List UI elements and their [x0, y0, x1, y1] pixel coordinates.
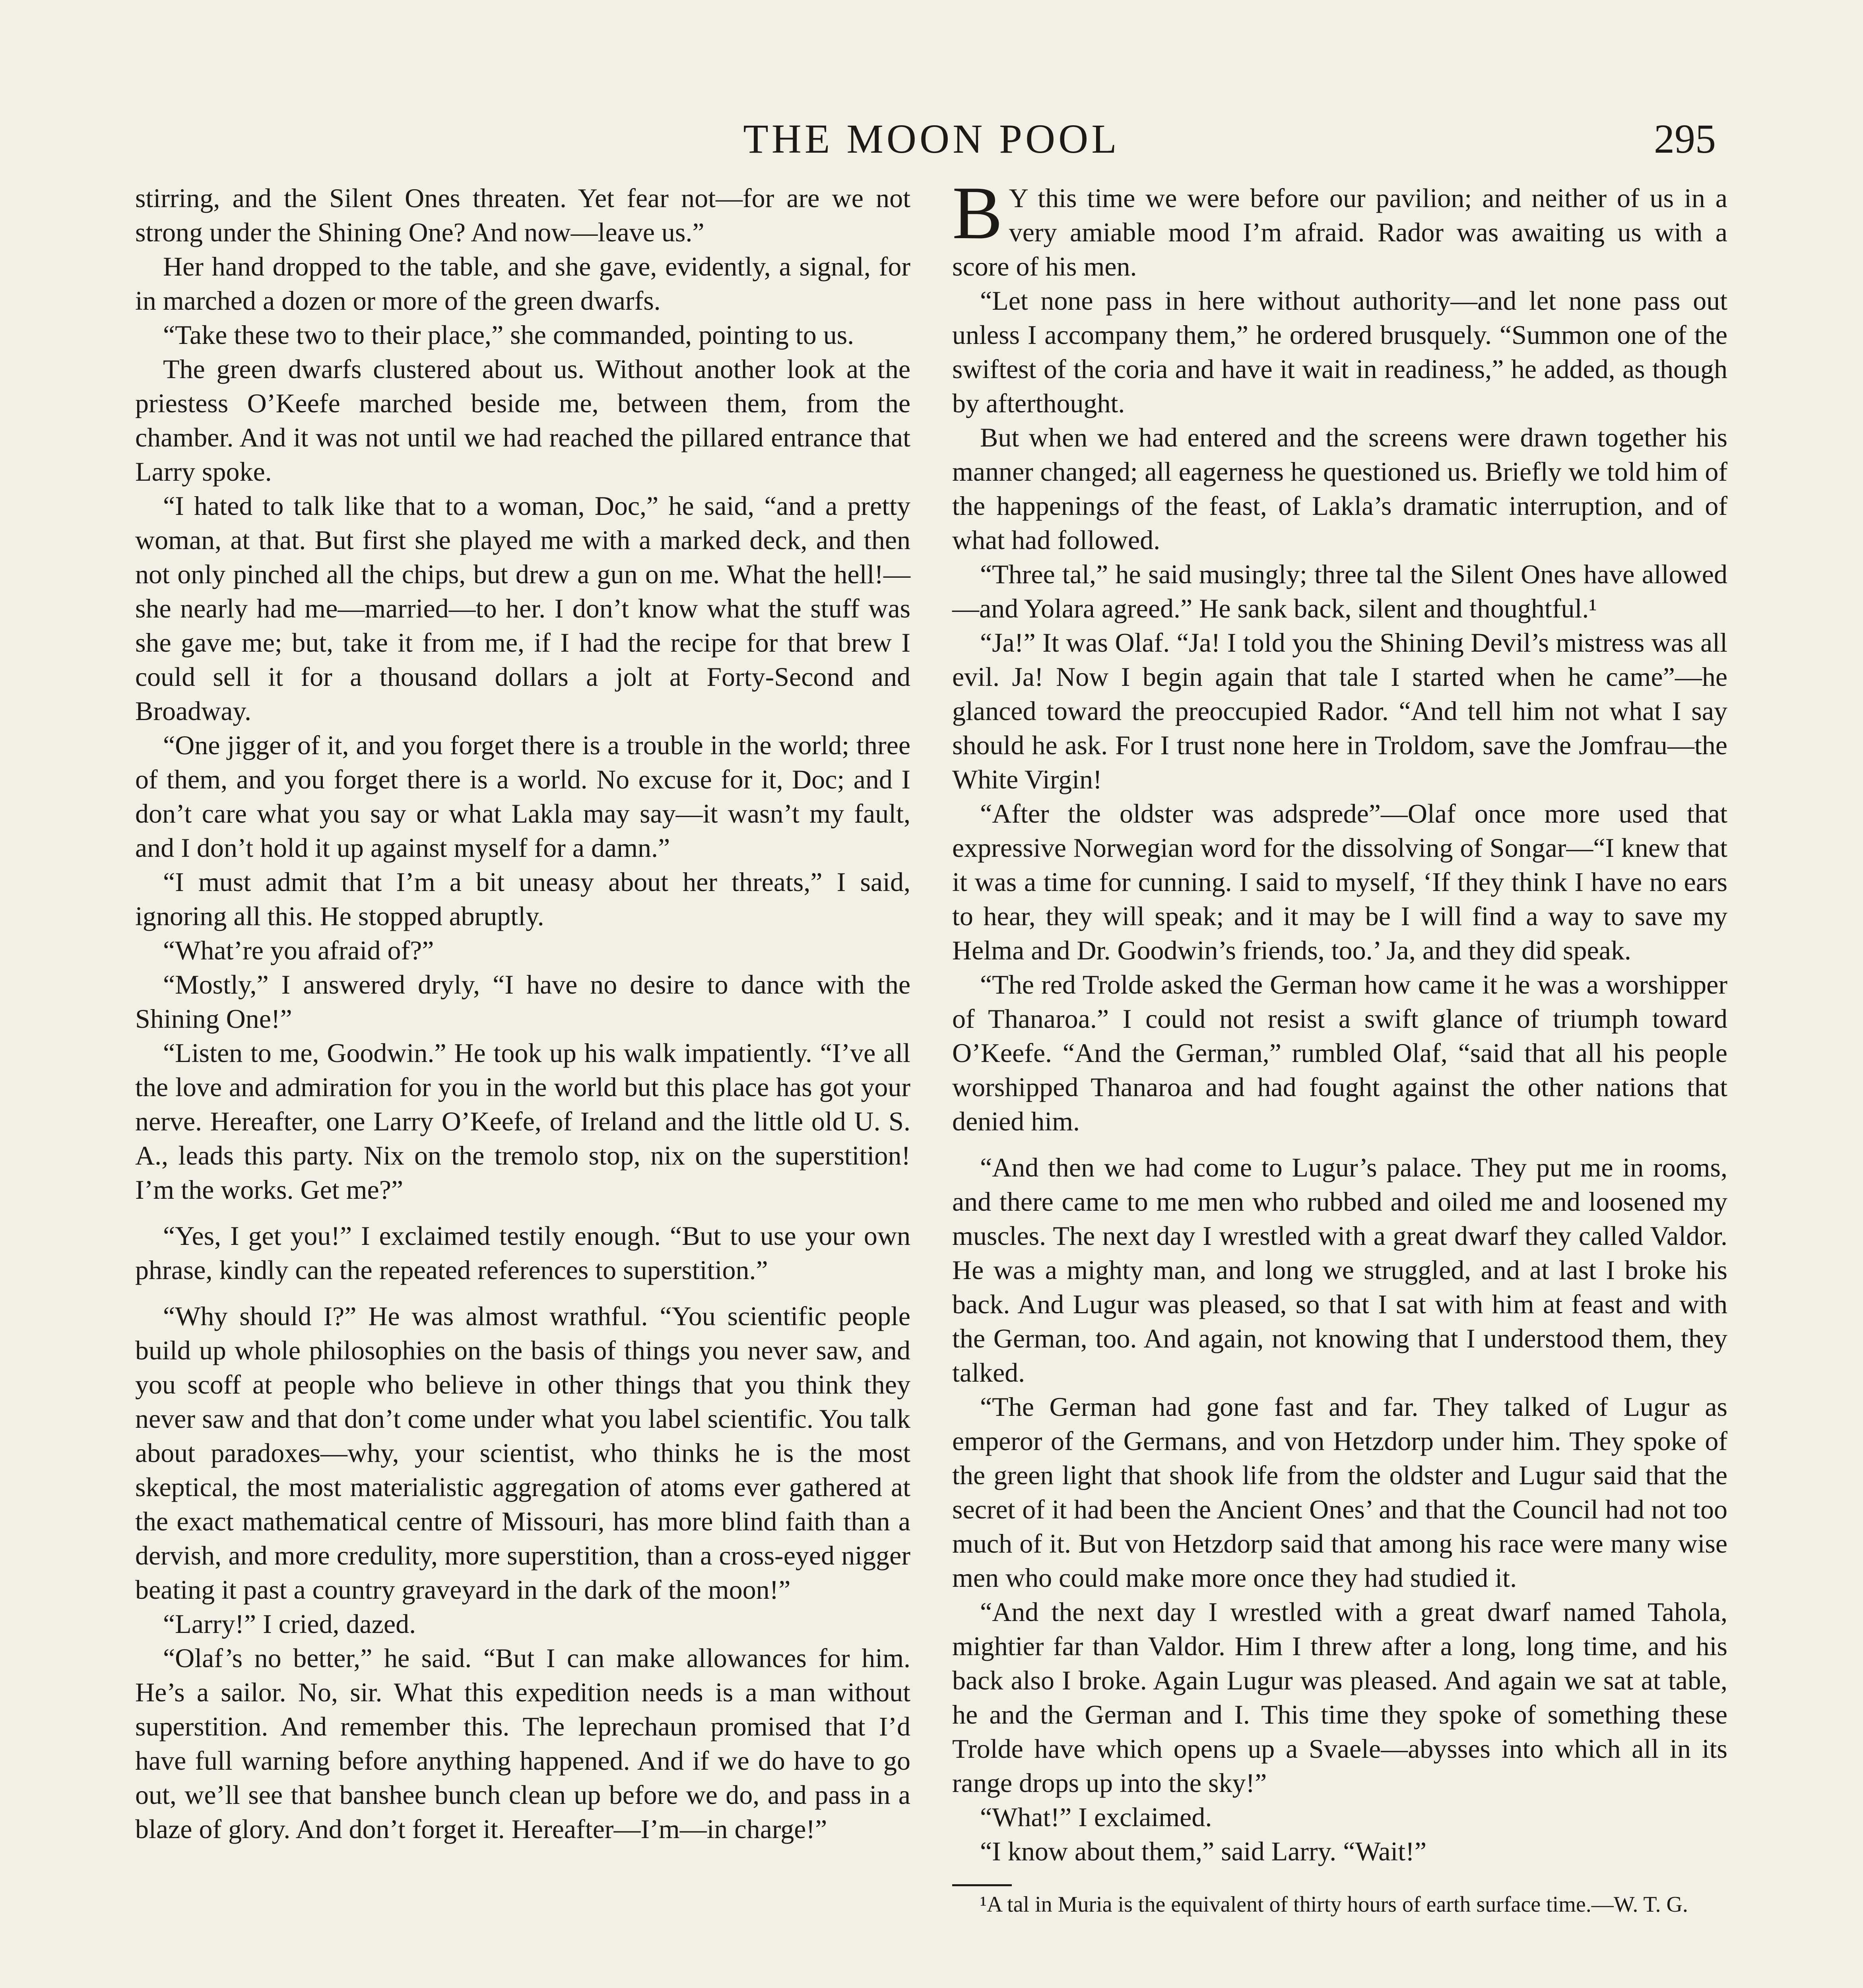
paragraph: “Larry!” I cried, dazed.	[163, 1609, 416, 1639]
paragraph: “Mostly,” I answered dryly, “I have no desire to dance with the Shining One!”	[135, 969, 910, 1034]
paragraph: Her hand dropped to the table, and she gave, evidently, a signal, for in marched a dozen or more of the green dwarfs.	[135, 251, 910, 316]
drop-cap: B	[952, 171, 1003, 255]
paragraph: The green dwarfs clustered about us. Without another look at the priestess O’Keefe marched beside me, between them, from the chamber. And it was not until we had reached the pillared entrance that Larry spoke.	[135, 354, 910, 487]
paragraph: “The German had gone fast and far. They talked of Lugur as emperor of the Germans, and von Hetzdorp under him. They spoke of the green light that shook life from the oldster and Lugur said that the secret of it had been the Ancient Ones’ and that the Council had not too much of it. But von Hetzdorp said that among his race were many wise men who could make more once they had studied it.	[952, 1392, 1727, 1593]
paragraph-text: Y this time we were before our pavilion; and neither of us in a very amiable mood I’m afraid. Rador was awaiting us with a score of his men.	[952, 183, 1727, 282]
paragraph: “The red Trolde asked the German how came it he was a worshipper of Thanaroa.” I could not resist a swift glance of triumph toward O’Keefe. “And the German,” rumbled Olaf, “said that all his people worshipped Thanaroa and had fought against the other nations that denied him.	[952, 969, 1727, 1136]
paragraph: “What!” I exclaimed.	[980, 1802, 1212, 1832]
paragraph: “Ja!” It was Olaf. “Ja! I told you the Shining Devil’s mistress was all evil. Ja! Now I begin again that tale I started when he came”—he glanced toward the preoccupied Rador. “And tell him not what I say should he ask. For I trust none here in Troldom, save the Jomfrau—the White Virgin!	[952, 627, 1727, 794]
paragraph: “Take these two to their place,” she commanded, pointing to us.	[163, 320, 854, 350]
paragraph: “Olaf’s no better,” he said. “But I can make allowances for him. He’s a sailor. No, sir. What this expedition needs is a man without superstition. And remember this. The leprechaun promised that I’d have full warning before anything happened. And if we do have to go out, we’ll see that banshee bunch clean up before we do, and pass in a blaze of glory. And don’t forget it. Hereafter—I’m—in charge!”	[135, 1643, 910, 1844]
paragraph: “And then we had come to Lugur’s palace. They put me in rooms, and there came to me men who rubbed and oiled me and loosened my muscles. The next day I wrestled with a great dwarf they called Valdor. He was a mighty man, and long we struggled, and at last I broke his back. And Lugur was pleased, so that I sat with him at feast and with the German, too. And again, not knowing that I understood them, they talked.	[952, 1152, 1727, 1388]
paragraph: But when we had entered and the screens were drawn together his manner changed; all eagerness he questioned us. Briefly we told him of the happenings of the feast, of Lakla’s dramatic interruption, and of what had followed.	[952, 422, 1727, 555]
paragraph: “I must admit that I’m a bit uneasy about her threats,” I said, ignoring all this. He stopped abruptly.	[135, 867, 910, 931]
paragraph	[952, 171, 1727, 283]
paragraph: “What’re you afraid of?”	[163, 935, 434, 965]
paragraph: stirring, and the Silent Ones threaten. Yet fear not—for are we not strong under the Shining One? And now—leave us.”	[135, 183, 910, 247]
page-number: 295	[1654, 116, 1716, 162]
footnote-rule	[952, 1884, 1012, 1886]
left-column	[135, 181, 910, 1846]
page-header	[135, 111, 1728, 175]
paragraph: “Why should I?” He was almost wrathful. “You scientific people build up whole philosophies on the basis of things you never saw, and you scoff at people who believe in other things that you think they never saw and that don’t come under what you label scientific. You talk about paradoxes—why, your scientist, who thinks he is the most skeptical, the most materialistic aggregation of atoms ever gathered at the exact mathematical centre of Missouri, has more blind faith than a dervish, and more credulity, more superstition, than a cross-eyed nigger beating it past a country graveyard in the dark of the moon!”	[135, 1301, 910, 1605]
paragraph: “Yes, I get you!” I exclaimed testily enough. “But to use your own phrase, kindly can the repeated references to superstition.”	[135, 1221, 910, 1285]
right-column	[952, 171, 1727, 1919]
paragraph: “Three tal,” he said musingly; three tal the Silent Ones have allowed—and Yolara agreed.” He sank back, silent and thoughtful.¹	[952, 559, 1727, 623]
paragraph: “I hated to talk like that to a woman, Doc,” he said, “and a pretty woman, at that. But first she played me with a marked deck, and then not only pinched all the chips, but drew a gun on me. What the hell!—she nearly had me—married—to her. I don’t know what the stuff was she gave me; but, take it from me, if I had the recipe for that brew I could sell it for a thousand dollars a jolt at Forty-Second and Broadway.	[135, 491, 910, 726]
paragraph: “Let none pass in here without authority—and let none pass out unless I accompany them,” he ordered brusquely. “Summon one of the swiftest of the coria and have it wait in readiness,” he added, as though by afterthought.	[952, 285, 1727, 418]
running-title: THE MOON POOL	[743, 116, 1120, 162]
paragraph: “One jigger of it, and you forget there is a trouble in the world; three of them, and you forget there is a world. No excuse for it, Doc; and I don’t care what you say or what Lakla may say—it wasn’t my fault, and I don’t hold it up against myself for a damn.”	[135, 730, 910, 863]
paragraph: “And the next day I wrestled with a great dwarf named Tahola, mightier far than Valdor. Him I threw after a long, long time, and his back also I broke. Again Lugur was pleased. And again we sat at table, he and the German and I. This time they spoke of something these Trolde have which opens up a Svaele—abysses into which all in its range drops up into the sky!”	[952, 1597, 1727, 1798]
paragraph: “Listen to me, Goodwin.” He took up his walk impatiently. “I’ve all the love and admiration for you in the world but this place has got your nerve. Hereafter, one Larry O’Keefe, of Ireland and the little old U. S. A., leads this party. Nix on the tremolo stop, nix on the superstition! I’m the works. Get me?”	[135, 1038, 910, 1205]
paragraph: “I know about them,” said Larry. “Wait!”	[980, 1836, 1426, 1866]
paragraph: “After the oldster was adsprede”—Olaf once more used that expressive Norwegian word for the dissolving of Songar—“I knew that it was a time for cunning. I said to myself, ‘If they think I have no ears to hear, they will speak; and it may be I will find a way to save my Helma and Dr. Goodwin’s friends, too.’ Ja, and they did speak.	[952, 798, 1727, 965]
footnote: ¹A tal in Muria is the equivalent of thirty hours of earth surface time.—W. T. G.	[980, 1892, 1688, 1917]
